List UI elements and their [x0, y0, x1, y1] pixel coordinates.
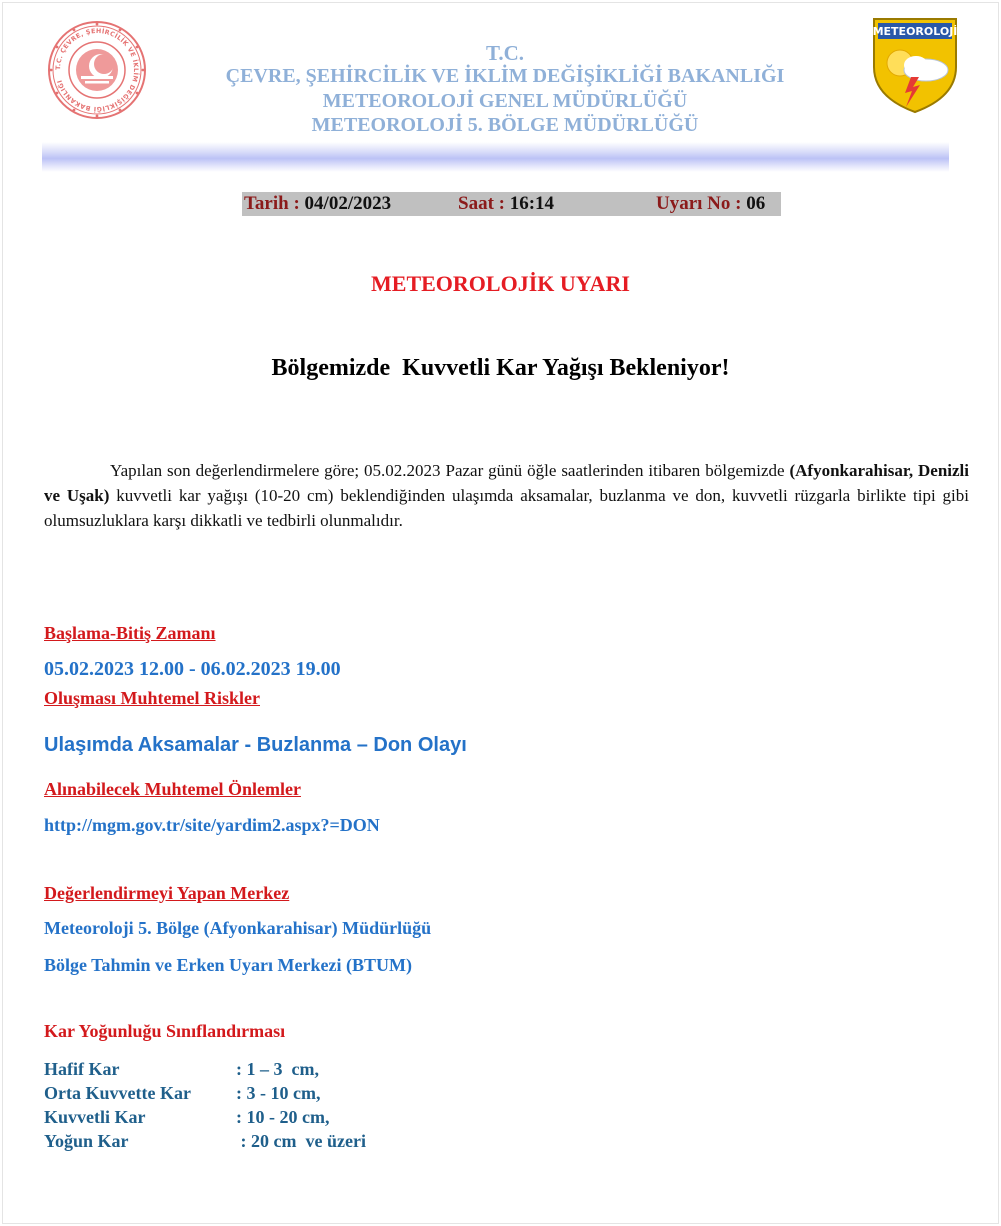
- table-row: [44, 1081, 544, 1105]
- table-row: [44, 1057, 544, 1081]
- warning-body: Yapılan son değerlendirmelere göre; 05.02.2023 Pazar günü öğle saatlerinden itibaren bölgemizde (Afyonkarahisar, Denizli ve Uşak) kuvvetli kar yağışı (10-20 cm) beklendiğinden ulaşımda aksamalar, buzlanma ve don, kuvvetli rüzgarla birlikte tipi gibi olumsuzluklara karşı dikkatli ve tedbirli olunmalıdır.: [44, 461, 969, 530]
- class-label: Yoğun Kar: [44, 1131, 129, 1151]
- meta-date: Tarih : 04/02/2023: [244, 193, 392, 214]
- meta-bar: [242, 192, 781, 216]
- header-regional: METEOROLOJİ 5. BÖLGE MÜDÜRLÜĞÜ: [311, 114, 699, 136]
- class-value: : 1 – 3 cm,: [236, 1059, 319, 1079]
- measures-link[interactable]: http://mgm.gov.tr/site/yardim2.aspx?=DON: [44, 815, 380, 835]
- center-line-1: Meteoroloji 5. Bölge (Afyonkarahisar) Müdürlüğü: [44, 918, 432, 938]
- header-ministry: ÇEVRE, ŞEHİRCİLİK VE İKLİM DEĞİŞİKLİĞİ BAKANLIĞI: [225, 65, 785, 87]
- header-tc: T.C.: [485, 41, 525, 65]
- time-heading: Başlama-Bitiş Zamanı: [44, 623, 216, 643]
- meta-warning-no: Uyarı No : 06: [656, 193, 766, 214]
- svg-text:T.C. ÇEVRE, ŞEHİRCİLİK VE İKLİ: T.C. ÇEVRE, ŞEHİRCİLİK VE İKLİM DEĞİŞİKLİĞİ BAKANLIĞI: [54, 27, 140, 113]
- classification-heading: Kar Yoğunluğu Sınıflandırması: [44, 1021, 286, 1041]
- warning-title: METEOROLOJİK UYARI: [371, 271, 630, 296]
- meteoroloji-logo-icon: [870, 15, 960, 115]
- class-value: : 3 - 10 cm,: [236, 1083, 321, 1103]
- ministry-seal-icon: [47, 20, 147, 120]
- center-heading: Değerlendirmeyi Yapan Merkez: [44, 883, 290, 903]
- risks-heading: Oluşması Muhtemel Riskler: [44, 688, 260, 708]
- headline: Bölgemizde Kuvvetli Kar Yağışı Bekleniyor!: [271, 355, 730, 381]
- meta-time: Saat : 16:14: [458, 193, 555, 214]
- class-label: Hafif Kar: [44, 1059, 120, 1079]
- classification-table: [44, 1057, 544, 1153]
- header-directorate: METEOROLOJİ GENEL MÜDÜRLÜĞÜ: [322, 90, 688, 112]
- risks-value: Ulaşımda Aksamalar - Buzlanma – Don Olayı: [44, 734, 467, 756]
- class-label: Kuvvetli Kar: [44, 1107, 146, 1127]
- table-row: [44, 1129, 544, 1153]
- class-value: : 10 - 20 cm,: [236, 1107, 330, 1127]
- center-line-2: Bölge Tahmin ve Erken Uyarı Merkezi (BTUM): [44, 955, 412, 975]
- class-value: : 20 cm ve üzeri: [236, 1131, 366, 1151]
- svg-text:METEOROLOJİ: METEOROLOJİ: [872, 25, 958, 38]
- time-value: 05.02.2023 12.00 - 06.02.2023 19.00: [44, 658, 341, 680]
- class-label: Orta Kuvvette Kar: [44, 1083, 191, 1103]
- header-divider-band: [42, 142, 949, 172]
- measures-heading: Alınabilecek Muhtemel Önlemler: [44, 779, 301, 799]
- table-row: [44, 1105, 544, 1129]
